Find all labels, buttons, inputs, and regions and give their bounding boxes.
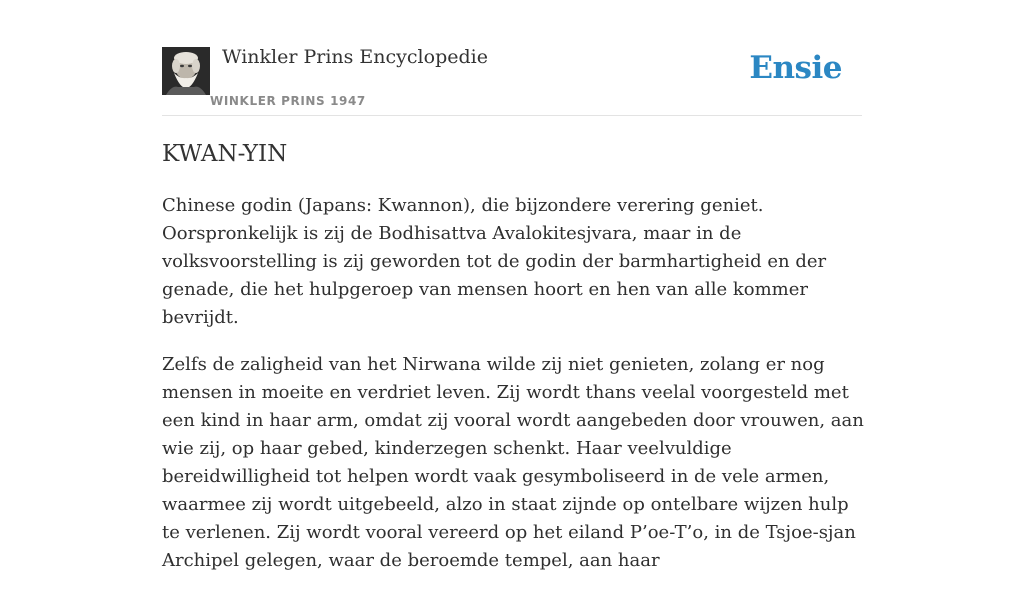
article-paragraph: Chinese godin (Japans: Kwannon), die bijzondere verering geniet. Oorspronkelijk is zij de Bodhisattva Avalokitesjvara, maar in de volksvoorstelling is zij geworden tot de godin der barmhartigheid en der genade, die het hulpgeroep van mensen hoort en hen van alle kommer bevrijdt.	[162, 195, 827, 328]
article-paragraph: Zelfs de zaligheid van het Nirwana wilde zij niet genieten, zolang er nog mensen in moeite en verdriet leven. Zij wordt thans veelal voorgesteld met een kind in haar arm, omdat zij vooral wordt aangebeden door vrouwen, aan wie zij, op haar gebed, kinderzegen schenkt. Haar veelvuldige bereidwilligheid tot helpen wordt vaak gesymboliseerd in de vele armen, waarmee zij wordt uitgebeeld, alzo in staat zijnde op ontelbare wijzen hulp te verlenen. Zij wordt vooral vereerd op het eiland P’oe-T’o, in de Tsjoe-sjan Archipel gelegen, waar de beroemde tempel, aan haar	[162, 354, 864, 571]
article-title: KWAN-YIN	[162, 141, 288, 167]
source-subtitle: WINKLER PRINS 1947	[210, 94, 366, 108]
article	[162, 138, 864, 594]
brand-logo[interactable]: Ensie	[749, 50, 842, 86]
bearded-man-portrait-icon	[162, 47, 210, 95]
source-title-link[interactable]: Winkler Prins Encyclopedie	[222, 46, 488, 68]
avatar[interactable]	[162, 47, 210, 95]
source-header	[162, 40, 862, 116]
